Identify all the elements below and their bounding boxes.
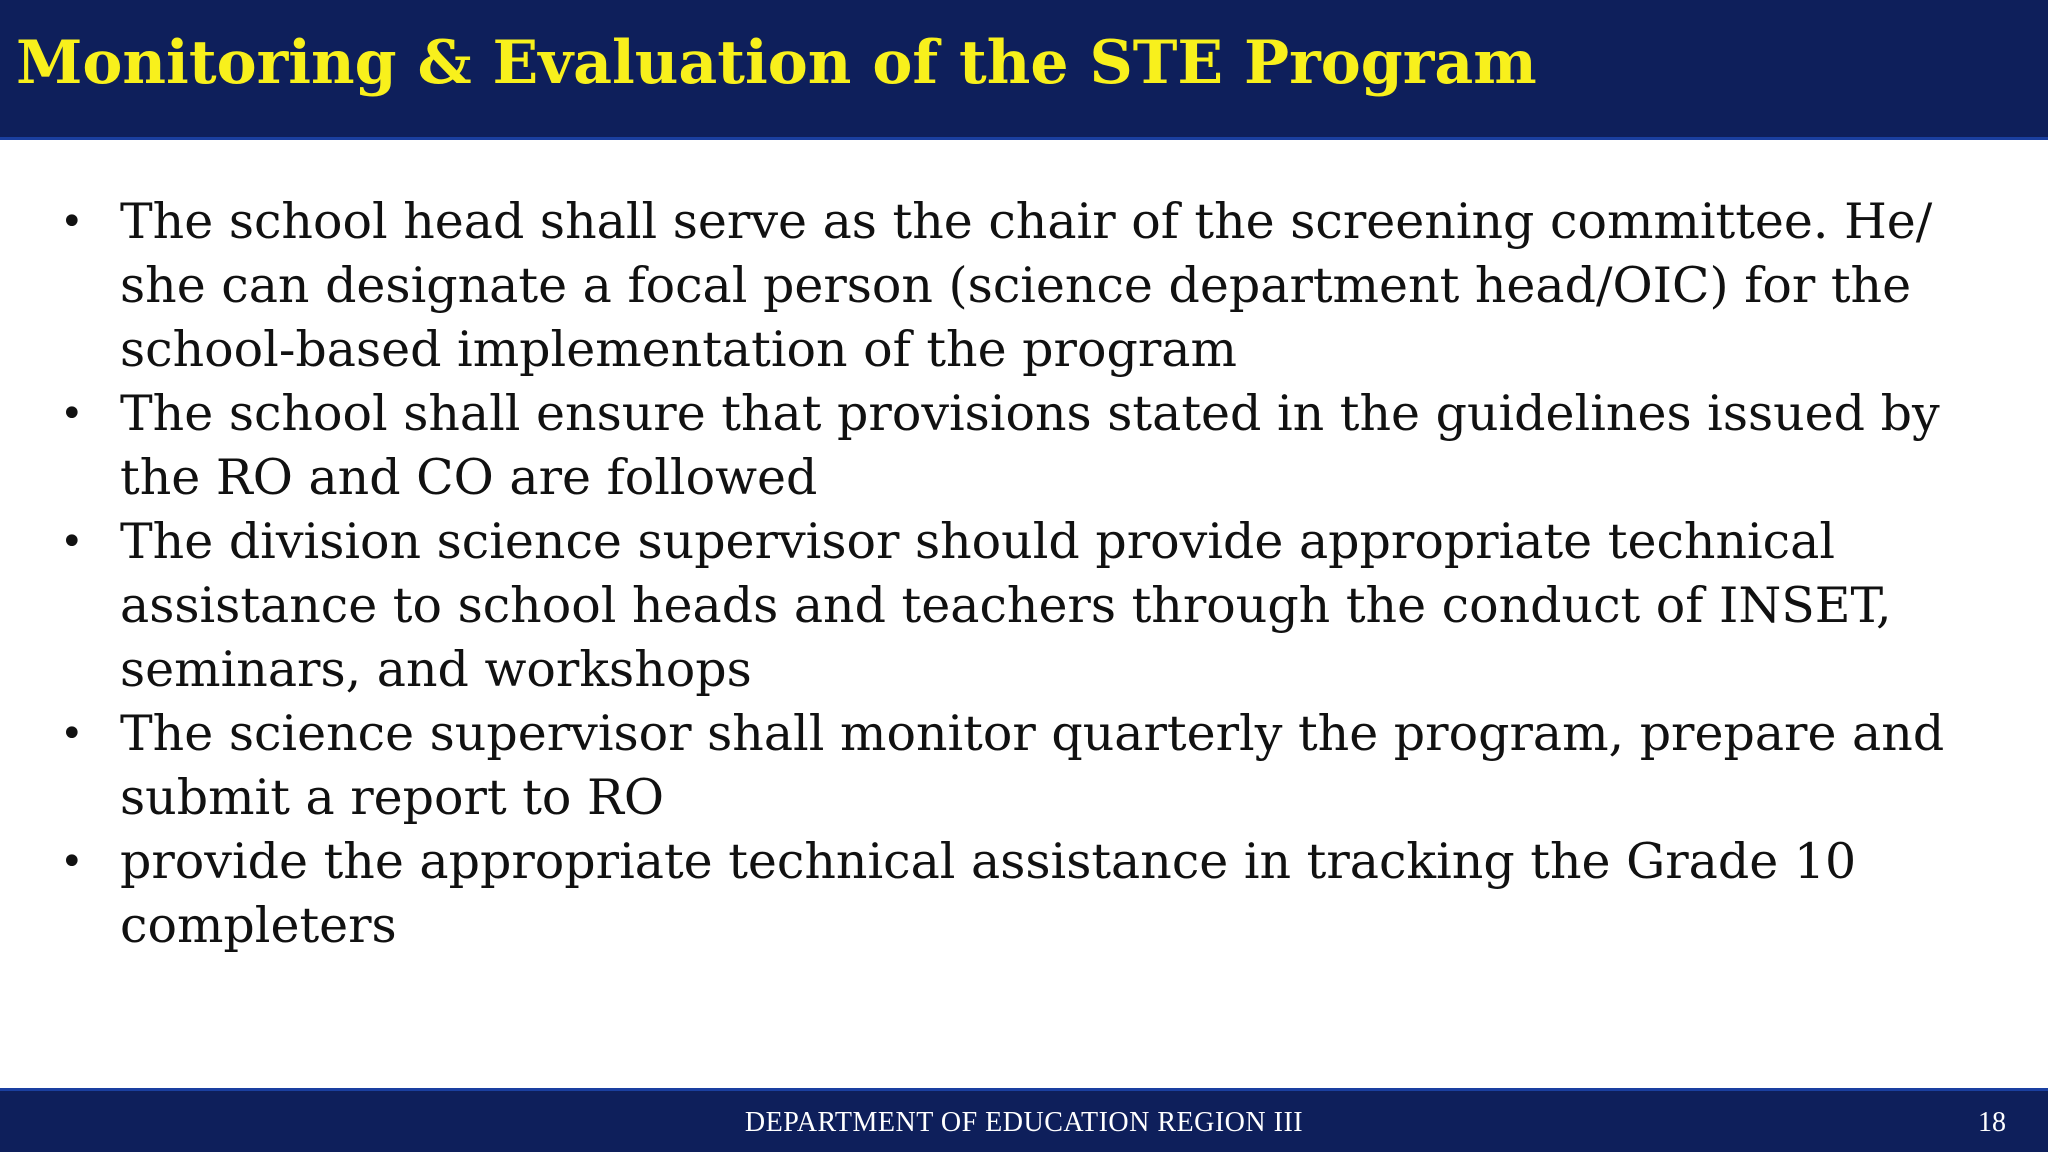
- bullet-item: [60, 510, 2020, 702]
- bullet-icon: •: [60, 391, 84, 437]
- bullet-text: The school head shall serve as the chair of the screening committee. He/ she can designate a focal person (science department head/OIC) for the school-based implementation of the program: [120, 193, 1933, 378]
- slide-title: Monitoring & Evaluation of the STE Program: [16, 28, 1537, 98]
- page-number: 18: [1978, 1107, 2006, 1138]
- bullet-item: [60, 190, 2020, 382]
- bullet-icon: •: [60, 519, 84, 565]
- bullet-item: [60, 382, 2020, 510]
- bullet-text: provide the appropriate technical assistance in tracking the Grade 10 completers: [120, 833, 1857, 954]
- slide-content: [60, 190, 2020, 958]
- bullet-text: The science supervisor shall monitor quarterly the program, prepare and submit a report to RO: [120, 705, 1945, 826]
- bullet-icon: •: [60, 839, 84, 885]
- bullet-icon: •: [60, 711, 84, 757]
- bullet-item: [60, 830, 2020, 958]
- title-bar: [0, 0, 2048, 140]
- bullet-list: [60, 190, 2020, 958]
- bullet-text: The school shall ensure that provisions stated in the guidelines issued by the RO and CO are followed: [120, 385, 1940, 506]
- footer-label: DEPARTMENT OF EDUCATION REGION III: [744, 1107, 1304, 1138]
- bullet-item: [60, 702, 2020, 830]
- footer-bar: [0, 1088, 2048, 1152]
- bullet-text: The division science supervisor should provide appropriate technical assistance to school heads and teachers through the conduct of INSET, seminars, and workshops: [120, 513, 1892, 698]
- bullet-icon: •: [60, 199, 84, 245]
